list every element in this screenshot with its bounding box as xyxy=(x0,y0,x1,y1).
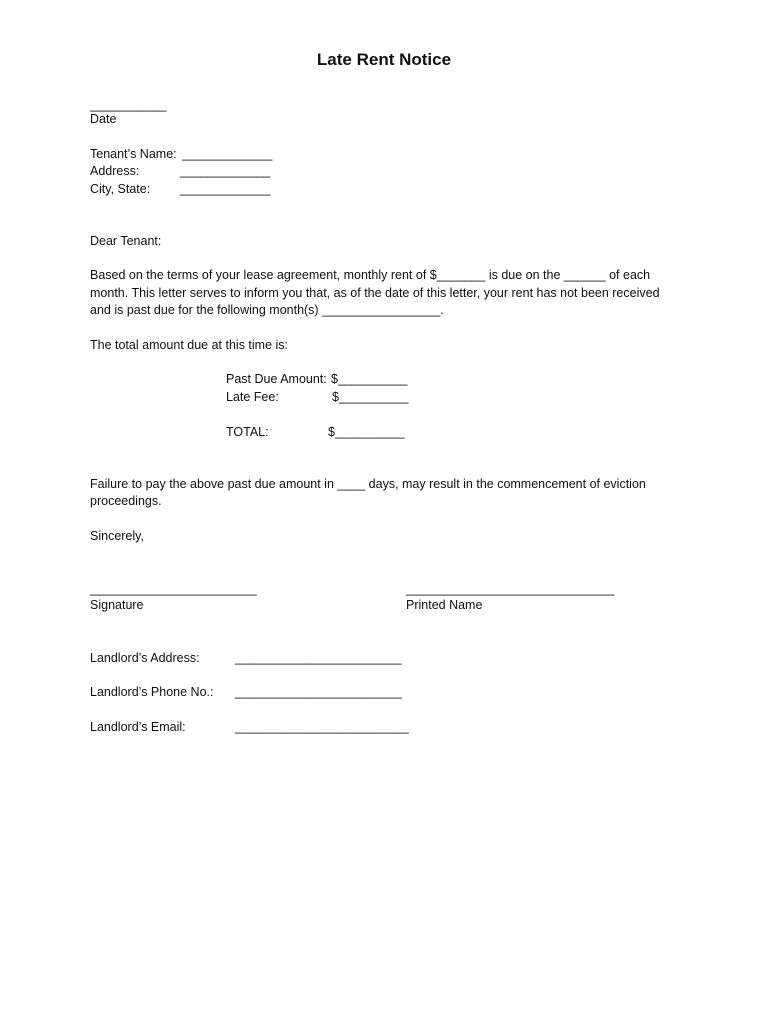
late-fee-label: Late Fee: xyxy=(226,390,279,404)
total-intro: The total amount due at this time is: xyxy=(90,338,289,352)
printed-name-label: Printed Name xyxy=(406,598,483,612)
signature-label: Signature xyxy=(90,598,144,612)
landlord-address-blank: ________________________ xyxy=(235,651,402,665)
past-due-value: $__________ xyxy=(331,372,408,386)
date-blank: ___________ xyxy=(90,98,167,112)
late-fee-value: $__________ xyxy=(332,390,409,404)
body-line-1: Based on the terms of your lease agreement, monthly rent of $_______ is due on the ______ of each xyxy=(90,268,651,282)
total-value: $__________ xyxy=(328,425,405,439)
landlord-phone-label: Landlord’s Phone No.: xyxy=(90,685,214,699)
tenant-name-blank: _____________ xyxy=(182,147,273,161)
closing: Sincerely, xyxy=(90,529,144,543)
tenant-city-blank: _____________ xyxy=(180,182,271,196)
tenant-city-label: City, State: xyxy=(90,182,151,196)
printed-name-blank: ______________________________ xyxy=(406,582,615,596)
salutation: Dear Tenant: xyxy=(90,234,162,248)
signature-blank: ________________________ xyxy=(90,582,257,596)
total-label: TOTAL: xyxy=(226,425,269,439)
failure-line-2: proceedings. xyxy=(90,494,162,508)
body-line-2: month. This letter serves to inform you that, as of the date of this letter, your rent has not been received xyxy=(90,286,660,300)
landlord-address-label: Landlord’s Address: xyxy=(90,651,200,665)
landlord-phone-blank: ________________________ xyxy=(235,685,402,699)
landlord-email-blank: _________________________ xyxy=(235,720,409,734)
landlord-email-label: Landlord’s Email: xyxy=(90,720,186,734)
tenant-address-blank: _____________ xyxy=(180,164,271,178)
document-title: Late Rent Notice xyxy=(316,50,452,69)
date-label: Date xyxy=(90,112,117,126)
past-due-label: Past Due Amount: xyxy=(226,372,327,386)
tenant-name-label: Tenant’s Name: xyxy=(90,147,177,161)
tenant-address-label: Address: xyxy=(90,164,140,178)
failure-line-1: Failure to pay the above past due amount in ____ days, may result in the commencement of eviction xyxy=(90,477,646,491)
body-line-3: and is past due for the following month(s) _________________. xyxy=(90,303,444,317)
